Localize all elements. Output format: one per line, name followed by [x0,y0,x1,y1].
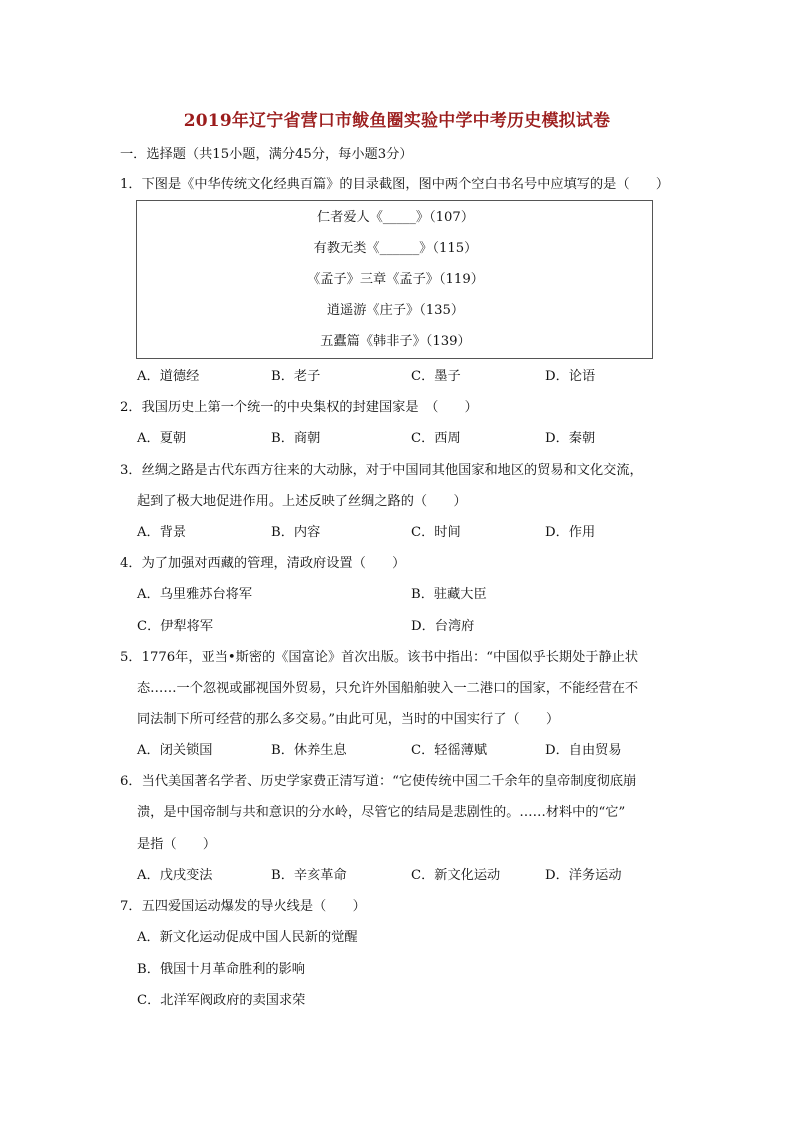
toc-entry: 《孟子》三章《孟子》（119） [307,272,484,287]
question-4-option-c: C．伊犁将军 [137,619,214,634]
question-2-option-d: D．秦朝 [545,431,596,446]
exam-title: 2019年辽宁省营口市鲅鱼圈实验中学中考历史模拟试卷 [183,111,611,131]
question-3-option-b: B．内容 [271,525,321,540]
question-6-option-c: C．新文化运动 [411,868,501,883]
question-6-option-a: A．戊戌变法 [137,868,213,883]
question-6-option-b: B．辛亥革命 [271,868,347,883]
question-7-text: 7．五四爱国运动爆发的导火线是（ ） [120,899,366,914]
question-5-option-c: C．轻徭薄赋 [411,743,488,758]
question-2-option-c: C．西周 [411,431,461,446]
question-2-option-b: B．商朝 [271,431,321,446]
question-5-option-a: A．闭关锁国 [137,743,213,758]
toc-entry: 仁者爱人《_____》（107） [316,210,475,225]
question-6-text-cont: 溃，是中国帝制与共和意识的分水岭，尽管它的结局是悲剧性的。……材料中的“它” [137,805,626,820]
question-3-option-d: D．作用 [545,525,596,540]
question-4-option-a: A．乌里雅苏台将军 [137,587,253,602]
question-5-text-cont: 同法制下所可经营的那么多交易。”由此可见，当时的中国实行了（ ） [137,712,560,727]
question-3-text: 3．丝绸之路是古代东西方往来的大动脉，对于中国同其他国家和地区的贸易和文化交流， [120,463,643,478]
question-2-text: 2．我国历史上第一个统一的中央集权的封建国家是 （ ） [120,400,478,415]
toc-entry: 有教无类《______》（115） [313,241,478,256]
question-3-option-c: C．时间 [411,525,461,540]
question-1-option-c: C．墨子 [411,369,461,384]
toc-figure [136,200,653,359]
question-2-option-a: A．夏朝 [137,431,187,446]
question-6-text: 6．当代美国著名学者、历史学家费正清写道：“它使传统中国二千余年的皇帝制度彻底崩 [120,774,637,789]
question-5-option-d: D．自由贸易 [545,743,622,758]
question-7-option-a: A．新文化运动促成中国人民新的觉醒 [137,930,358,945]
section-heading: 一．选择题（共15小题，满分45分，每小题3分） [120,147,413,162]
toc-entry: 逍遥游《庄子》（135） [326,303,465,318]
question-7-option-b: B．俄国十月革命胜利的影响 [137,962,305,977]
question-6-option-d: D．洋务运动 [545,868,622,883]
question-6-text-cont: 是指（ ） [137,837,217,852]
question-4-option-d: D．台湾府 [411,619,475,634]
question-5-text-cont: 态……一个忽视或鄙视国外贸易，只允许外国船舶驶入一二港口的国家，不能经营在不 [137,681,639,696]
question-5-option-b: B．休养生息 [271,743,347,758]
question-5-text: 5．1776年，亚当•斯密的《国富论》首次出版。该书中指出：“中国似乎长期处于静止状 [120,650,639,665]
question-7-option-c: C．北洋军阀政府的卖国求荣 [137,993,306,1008]
question-1-option-d: D．论语 [545,369,596,384]
question-1-option-b: B．老子 [271,369,321,384]
question-4-option-b: B．驻藏大臣 [411,587,487,602]
question-3-option-a: A．背景 [137,525,187,540]
question-1-option-a: A．道德经 [137,369,200,384]
question-3-text-cont: 起到了极大地促进作用。上述反映了丝绸之路的（ ） [137,494,467,509]
question-4-text: 4．为了加强对西藏的管理，清政府设置（ ） [120,556,406,571]
question-1-text: 1．下图是《中华传统文化经典百篇》的目录截图，图中两个空白书名号中应填写的是（ ） [120,177,670,192]
toc-entry: 五蠹篇《韩非子》（139） [320,334,471,349]
